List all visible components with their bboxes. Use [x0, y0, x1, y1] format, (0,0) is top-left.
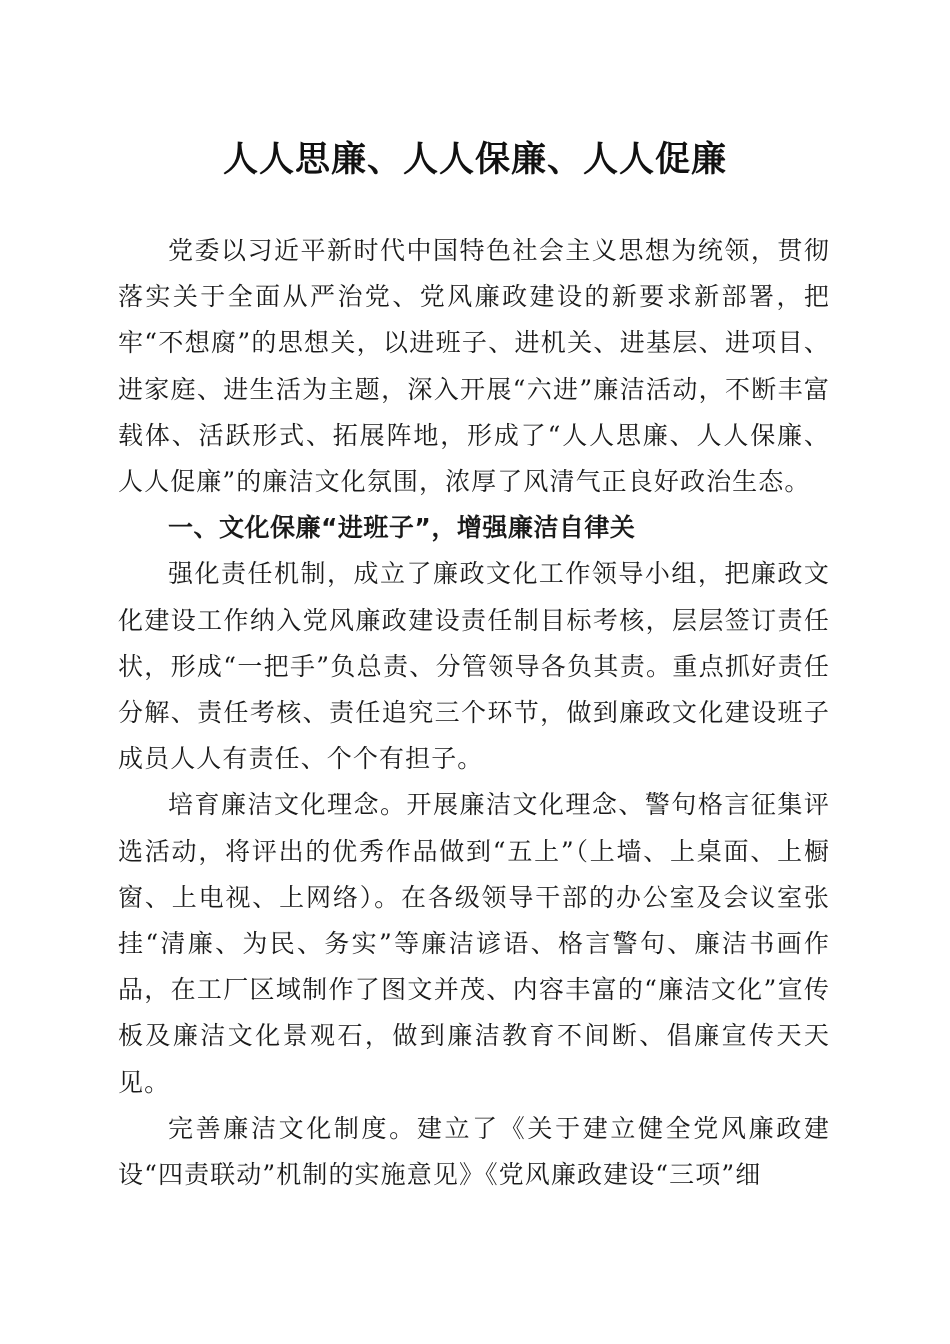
section-heading: 一、文化保廉“进班子”，增强廉洁自律关 — [168, 513, 636, 543]
body-paragraph: 完善廉洁文化制度。建立了《关于建立健全党风廉政建设“四责联动”机制的实施意见》《党风廉政建设“三项”细 — [118, 1113, 830, 1190]
intro-paragraph: 党委以习近平新时代中国特色社会主义思想为统领，贯彻落实关于全面从严治党、党风廉政建设的新要求新部署，把牢“不想腐”的思想关，以进班子、进机关、进基层、进项目、进家庭、进生活为主题，深入开展“六进”廉洁活动，不断丰富载体、活跃形式、拓展阵地，形成了“人人思廉、人人保廉、人人促廉”的廉洁文化氛围，浓厚了风清气正良好政治生态。 — [118, 236, 830, 497]
body-paragraph: 培育廉洁文化理念。开展廉洁文化理念、警句格言征集评选活动，将评出的优秀作品做到“五上”（上墙、上桌面、上橱窗、上电视、上网络）。在各级领导干部的办公室及会议室张挂“清廉、为民、务实”等廉洁谚语、格言警句、廉洁书画作品，在工厂区域制作了图文并茂、内容丰富的“廉洁文化”宣传板及廉洁文化景观石，做到廉洁教育不间断、倡廉宣传天天见。 — [118, 790, 830, 1097]
body-paragraph: 强化责任机制，成立了廉政文化工作领导小组，把廉政文化建设工作纳入党风廉政建设责任制目标考核，层层签订责任状，形成“一把手”负总责、分管领导各负其责。重点抓好责任分解、责任考核、责任追究三个环节，做到廉政文化建设班子成员人人有责任、个个有担子。 — [118, 559, 830, 774]
document-body — [118, 228, 830, 1198]
page-title: 人人思廉、人人保廉、人人促廉 — [222, 139, 727, 180]
